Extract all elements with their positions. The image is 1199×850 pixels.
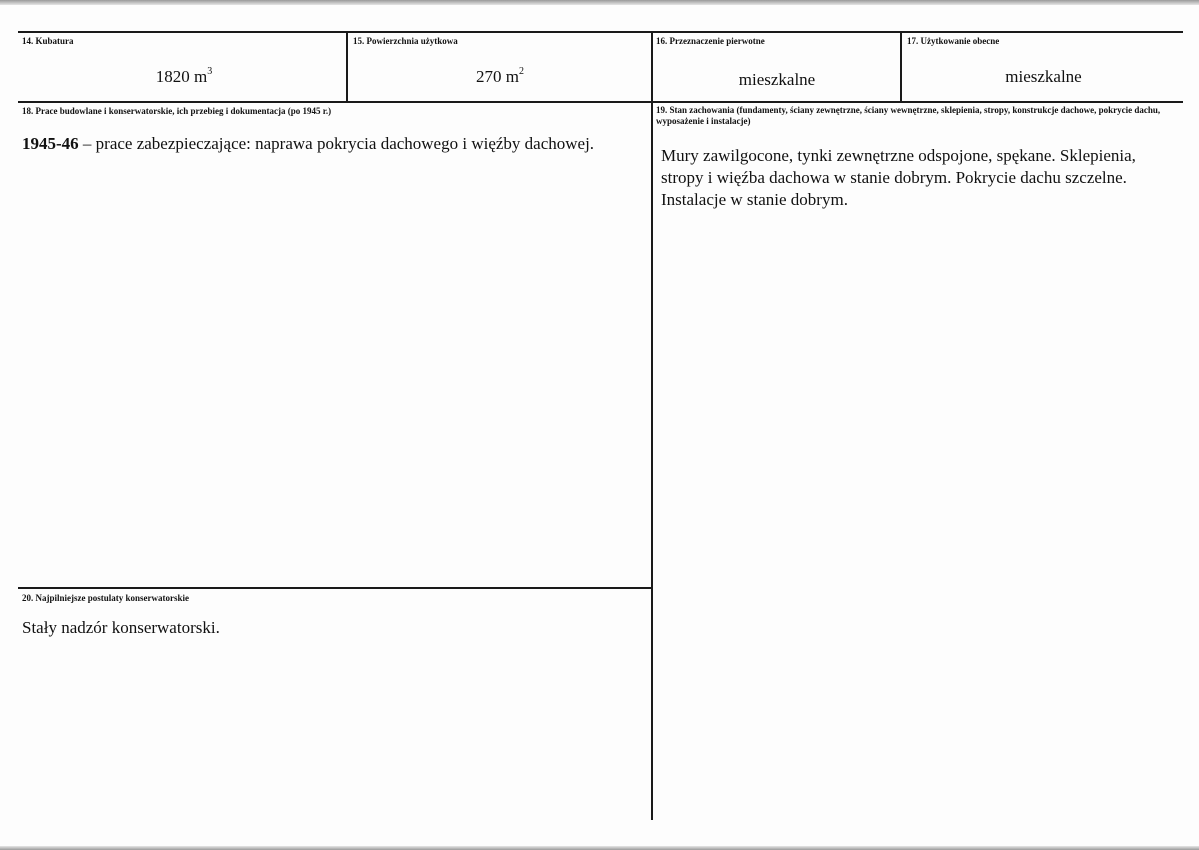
works-text [22,133,647,155]
condition-text: Mury zawilgocone, tynki zewnętrzne odspojone, spękane. Sklepienia, stropy i więźba dachowa w stanie dobrym. Pokrycie dachu szczelne. Instalacje w stanie dobrym. [661,146,1136,209]
original-purpose-label: 16. Przeznaczenie pierwotne [656,36,765,46]
col-divider-3 [900,31,902,102]
cubature-exponent: 3 [207,66,213,78]
original-purpose-value: mieszkalne [738,70,816,89]
usable-area-exponent: 2 [518,66,524,78]
postulates-label: 20. Najpilniejsze postulaty konserwatorskie [22,593,189,603]
row-divider [18,101,1183,103]
form-top-border [18,31,1183,33]
cubature-number: 1820 m [155,67,208,86]
section-20-divider [18,587,653,589]
scan-edge-bottom [0,846,1199,850]
col-divider-1 [346,31,348,102]
cubature-value [22,66,346,88]
works-description: – prace zabezpieczające: naprawa pokrycia dachowego i więźby dachowej. [78,134,595,153]
usable-area-number: 270 m [476,67,519,86]
scan-edge-top [0,0,1199,5]
usable-area-value [350,66,650,88]
works-label: 18. Prace budowlane i konserwatorskie, ich przebieg i dokumentacja (po 1945 r.) [22,106,332,116]
postulates-text: Stały nadzór konserwatorski. [22,618,220,637]
current-use-value: mieszkalne [1005,67,1082,86]
works-years: 1945-46 [22,134,79,153]
usable-area-label: 15. Powierzchnia użytkowa [353,36,458,46]
condition-label: 19. Stan zachowania (fundamenty, ściany zewnętrzne, ściany wewnętrzne, sklepienia, stropy, konstrukcje dachowe, pokrycie dachu, wyposażenie i instalacje) [656,105,1161,126]
cubature-label: 14. Kubatura [22,36,74,46]
current-use-label: 17. Użytkowanie obecne [907,36,1000,46]
col-divider-main [651,31,653,820]
